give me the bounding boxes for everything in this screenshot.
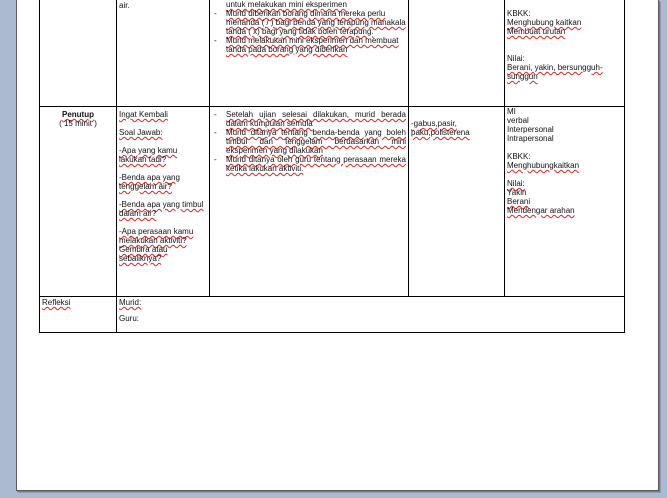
soal-jawab: Soal Jawab: [119, 128, 163, 137]
question-item: -Benda apa yang tenggelam air? [119, 173, 180, 191]
nilai-value: Berani, yakin, bersungguh-sungguh [507, 63, 603, 81]
stage-duration: ( 15 minit ) [59, 119, 97, 128]
kbkk-label: KBKK: [507, 9, 531, 18]
step-item: - Murid diberikan borang dimana mereka perlu menanda ( / ) bagi benda yang terapung manakala tanda ( x) bagi yang tidak boleh terapung. [212, 9, 406, 36]
cell-activity-penutup [117, 107, 210, 297]
cell-materials-penutup [409, 107, 505, 297]
step-item: - Setelah ujian selesai dilakukan, murid berada dalam kumpulan semula [212, 110, 406, 128]
kbkk-label: KBKK: [507, 152, 531, 161]
refleksi-label: Refleksi [42, 298, 71, 307]
stage-title: Penutup [62, 110, 94, 119]
nilai-label: Nilai: [507, 179, 525, 188]
table-row-continuation [40, 0, 625, 107]
kbkk-value: Menghubung kaitkan [507, 18, 582, 27]
question-item: -Apa perasaan kamu melakukan aktiviti? Gembira atau sebaliknya? [119, 227, 194, 263]
cell-notes-penutup [505, 107, 625, 297]
nilai-label: Nilai: [507, 54, 525, 63]
lesson-plan-table [39, 0, 625, 333]
cell-refleksi-content [117, 297, 625, 333]
cell-steps-continuation [210, 0, 409, 107]
nilai-value: Yakin [507, 188, 527, 197]
cell-activity-continuation [117, 0, 210, 107]
mi-value: Interpersonal [507, 125, 554, 134]
nilai-value: Berani [507, 197, 531, 206]
cell-stage-penutup [40, 107, 117, 297]
refleksi-guru: Guru: [119, 314, 140, 323]
cell-stage-empty [40, 0, 117, 107]
step-item: untuk melakukan mini eksperimen [226, 0, 347, 9]
table-row-refleksi [40, 297, 625, 333]
cell-steps-penutup [210, 107, 409, 297]
activity-text: air. [119, 1, 130, 10]
nilai-value: Mendengar arahan [507, 206, 575, 215]
kbkk-value: Menghubungkaitkan [507, 161, 580, 170]
cell-refleksi-label [40, 297, 117, 333]
step-item: - Murid melakukan mini eksperimen dan membuat tanda pada borang yang diberikan [212, 36, 406, 54]
question-item: -Benda apa yang timbul dalam air? [119, 200, 204, 218]
materials-text: -gabus,pasir, paku,polisterena [411, 119, 470, 137]
ingat-kembali: Ingat Kembali [119, 110, 168, 119]
table-row-penutup [40, 107, 625, 297]
step-item: - Murid ditanya tentang benda-benda yang boleh timbul dan tenggelam berdasarkan mini eksperimen yang dilakukan [212, 128, 406, 155]
cell-materials-empty [409, 0, 505, 107]
refleksi-murid: Murid: [119, 298, 142, 307]
mi-value: Intrapersonal [507, 134, 554, 143]
question-item: -Apa yang kamu lakukan tadi? [119, 146, 178, 164]
kbkk-value: Membuat urutan [507, 27, 566, 36]
mi-value: verbal [507, 116, 529, 125]
document-page [16, 0, 659, 491]
step-item: - Murid ditanya oleh guru tentang perasaan mereka ketika lakukan aktiviti. [212, 155, 406, 173]
mi-label: MI [507, 107, 516, 116]
cell-notes-continuation [505, 0, 625, 107]
